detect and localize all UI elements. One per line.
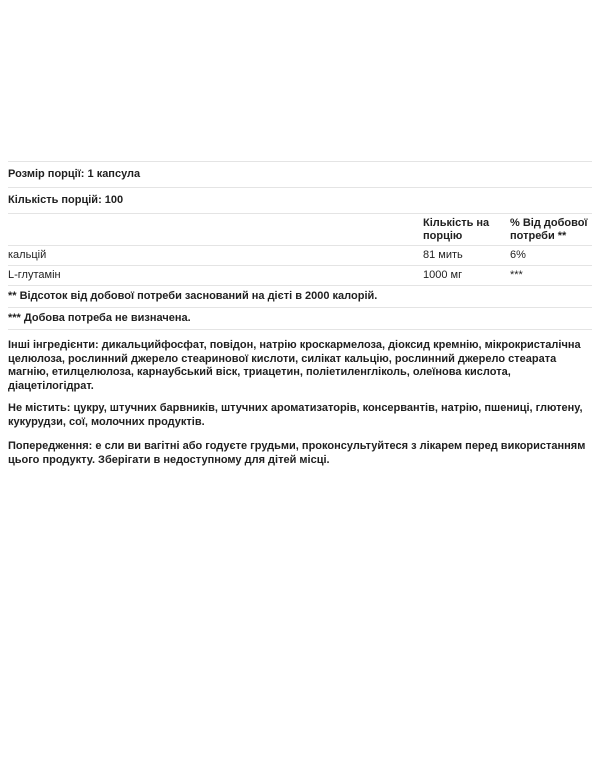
- nutrient-name: кальцій: [8, 249, 47, 261]
- nutrient-name: L-глутамін: [8, 269, 61, 281]
- warnings-paragraph: Попередження: е сли ви вагітні або годуєте грудьми, проконсультуйтеся з лікарем перед використанням цього продукту. Зберігати в недоступному для дітей місці.: [8, 440, 586, 466]
- other-ingredients-paragraph: Інші інгредієнти: дикальцийфосфат, повідон, натрію кроскармелоза, діоксид кремнію, мікрокристалічна целюлоза, рослинний джерело стеаринової кислоти, силікат кальцію, рослинний джерело стеарата магнію, етилцелюлоза, карнаубський віск, триацетин, поліетиленгліколь, олеїнова кислота, діацетілогідрат.: [8, 339, 581, 392]
- serving-size-row: Розмір порції: 1 капсула: [8, 161, 592, 187]
- nutrient-amount: 81 мить: [423, 249, 463, 261]
- table-header-spacer: [8, 217, 423, 243]
- column-header-amount-per-serving: Кількість на порцію: [423, 217, 490, 242]
- footnote-daily-value-not-established: *** Добова потреба не визначена.: [8, 307, 592, 330]
- servings-per-container-row: Кількість порцій: 100: [8, 187, 592, 213]
- footnote-daily-value-basis: ** Відсоток від добової потреби заснований на дієті в 2000 калорій.: [8, 285, 592, 307]
- table-row-calcium: [8, 245, 592, 265]
- column-header-daily-value: % Від добової потреби **: [510, 217, 588, 242]
- table-header-row: [8, 213, 592, 245]
- nutrient-daily-value: ***: [510, 269, 523, 281]
- supplement-facts-label: [8, 161, 592, 467]
- nutrient-amount: 1000 мг: [423, 269, 463, 281]
- nutrient-daily-value: 6%: [510, 249, 526, 261]
- does-not-contain-paragraph: Не містить: цукру, штучних барвників, штучних ароматизаторів, консервантів, натрію, пшениці, глютену, кукурудзи, сої, молочних продуктів.: [8, 402, 583, 428]
- table-row-l-glutamine: [8, 265, 592, 285]
